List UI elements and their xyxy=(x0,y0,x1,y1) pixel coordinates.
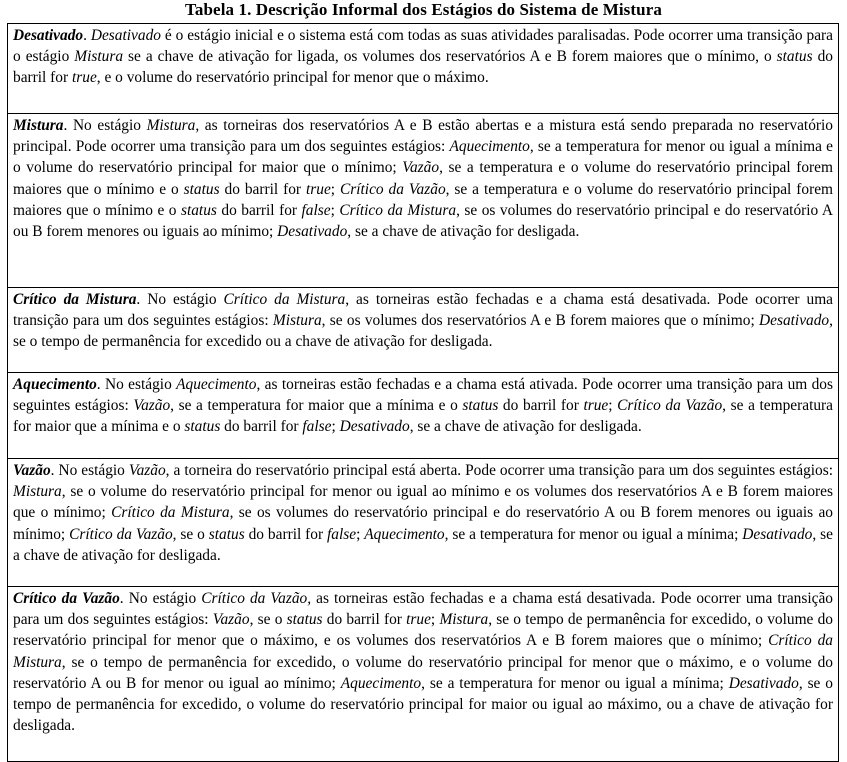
description-text: se a chave de ativação for ligada, os volumes dos reservatórios A e B forem maiores que o mínimo, o xyxy=(123,48,777,66)
description-text: ; xyxy=(608,397,618,415)
description-text: , se a temperatura for menor ou igual a mínima; xyxy=(421,674,729,692)
stage-title: Mistura xyxy=(13,117,64,134)
description-text: . No estágio xyxy=(96,376,177,393)
description-text: , se o xyxy=(172,525,209,543)
stage-description xyxy=(13,590,833,734)
description-text: , se os volumes dos reservatórios A e B forem maiores que o mínimo; xyxy=(321,312,760,330)
description-text: do barril for xyxy=(322,611,407,629)
italic-term: false xyxy=(302,418,332,436)
description-text: , se a temperatura for maior que a mínima e o xyxy=(13,397,834,436)
italic-term: Mistura xyxy=(13,483,62,501)
italic-term: Crítico da Vazão xyxy=(340,180,446,198)
stage-description xyxy=(13,462,833,564)
stage-title: Vazão xyxy=(13,462,51,479)
description-text: do barril for xyxy=(220,418,303,436)
description-text: , se a chave de ativação for desligada. xyxy=(409,418,642,436)
stage-description xyxy=(13,291,833,350)
description-text: , as torneiras estão fechadas e a chama está ativada. Pode ocorrer uma transição para um dos seguintes estágios: xyxy=(13,376,833,415)
description-text: , se a temperatura e o volume do reservatório principal forem maiores que o mínimo e o xyxy=(13,180,833,219)
description-text: , se os volumes do reservatório principal e do reservatório A ou B forem menores ou iguais ao mínimo; xyxy=(13,201,833,241)
italic-term: status xyxy=(184,418,221,436)
italic-term: Crítico da Mistura xyxy=(111,504,230,522)
description-text: , se o tempo de permanência for excedido, o volume do reservatório principal for menor que o máximo, e os volumes dos reservatórios A e B forem maiores que o mínimo; xyxy=(13,611,834,650)
description-text: ; xyxy=(331,418,340,436)
italic-term: Crítico da Mistura xyxy=(13,632,833,671)
italic-term: Mistura xyxy=(74,48,124,66)
italic-term: Vazão xyxy=(133,397,171,415)
italic-term: Aquecimento xyxy=(364,525,445,543)
italic-term: Vazão xyxy=(212,611,250,629)
stage-title: Aquecimento xyxy=(13,376,97,393)
description-text: . No estágio xyxy=(119,590,202,607)
table-caption: Tabela 1. Descrição Informal dos Estágios do Sistema de Mistura xyxy=(185,0,662,19)
description-text: . No estágio xyxy=(136,291,224,308)
italic-term: true xyxy=(71,69,97,87)
stage-row-aquecimento xyxy=(8,372,838,458)
description-text: , as torneiras estão fechadas e a chama está desativada. Pode ocorrer uma transição para um dos seguintes estágios: xyxy=(13,291,833,330)
description-text: as torneiras estão fechadas e a chama está desativada. Pode ocorrer uma transição para um dos seguintes estágios: xyxy=(13,590,833,629)
italic-term: true xyxy=(406,611,431,629)
stage-title: Crítico da Mistura xyxy=(13,291,137,308)
italic-term: Aquecimento xyxy=(176,376,257,393)
italic-term: Mistura xyxy=(439,611,489,629)
italic-term: false xyxy=(301,201,331,219)
italic-term: false xyxy=(327,525,357,543)
description-text: , se a temperatura e o volume do reservatório principal forem maiores que o mínimo e o xyxy=(13,159,833,198)
description-text: , se a temperatura for menor ou igual a mínima; xyxy=(444,525,743,543)
description-text: é o estágio inicial e o sistema está com todas as suas atividades paralisadas. Pode ocorrer uma transição para o estágio xyxy=(13,27,833,66)
description-text: , se o tempo de permanência for excedido, o volume do reservatório principal for maior ou igual ao máximo, ou a chave de ativação for desligada. xyxy=(13,674,833,735)
stage-title: Crítico da Vazão xyxy=(13,590,120,607)
description-text: , as torneiras dos reservatórios A e B estão abertas e a mistura está sendo preparada no reservatório principal. Pode ocorrer uma transição para um dos seguintes estágios: xyxy=(13,117,834,156)
italic-term: status xyxy=(180,201,217,219)
stage-row-critico-da-mistura xyxy=(8,287,838,372)
description-text: , se a chave de ativação for desligada. xyxy=(347,223,580,241)
italic-term: Crítico da Mistura xyxy=(339,201,457,219)
italic-term: Aquecimento xyxy=(449,138,530,156)
description-text: , se o tempo de permanência for excedido ou a chave de ativação for desligada. xyxy=(13,312,833,351)
description-text: , e o volume do reservatório principal for menor que o máximo. xyxy=(96,69,489,87)
description-text: , se a temperatura for menor ou igual a mínima e o volume do reservatório principal for maior que o mínimo; xyxy=(13,138,833,177)
stage-row-vazao xyxy=(8,458,838,586)
description-text: do barril for xyxy=(13,48,833,87)
italic-term: Mistura xyxy=(146,117,196,134)
italic-term: status xyxy=(208,525,245,543)
description-text: ; xyxy=(356,525,365,543)
description-text: do barril for xyxy=(219,180,306,198)
italic-term: Aquecimento xyxy=(340,674,422,692)
italic-term: Desativado xyxy=(277,223,348,241)
description-text: , se a chave de ativação for desligada. xyxy=(13,525,833,564)
italic-term: Desativado xyxy=(742,525,813,543)
italic-term: Desativado xyxy=(90,27,161,44)
description-text: , a torneira do reservatório principal está aberta. Pode ocorrer uma transição para um dos seguintes estágios: xyxy=(165,462,834,479)
italic-term: status xyxy=(183,180,220,198)
description-text: , se o volume do reservatório principal for menor ou igual ao mínimo e os volumes dos reservatórios A e B forem maiores que o mínimo; xyxy=(13,483,833,522)
italic-term: Vazão xyxy=(128,462,166,479)
description-text: , se o xyxy=(249,611,287,629)
italic-term: status xyxy=(776,48,813,66)
description-text: ; xyxy=(430,611,440,629)
description-text: , se a temperatura for maior que a mínima e o xyxy=(170,397,463,415)
italic-term: Desativado xyxy=(339,418,410,436)
italic-term: Crítico da Mistura xyxy=(223,291,346,308)
description-text: ; xyxy=(330,201,340,219)
stage-description xyxy=(13,117,833,240)
italic-term: Crítico da Vazão, xyxy=(201,590,312,607)
description-text: . xyxy=(83,27,91,44)
description-text: . No estágio xyxy=(63,117,147,134)
italic-term: status xyxy=(286,611,323,629)
italic-term: Crítico da Vazão xyxy=(69,525,173,543)
italic-term: Desativado xyxy=(728,674,799,692)
description-text: , se o tempo de permanência for excedido, o volume do reservatório principal for menor que o máximo, e o volume do reservatório A ou B for menor ou igual ao mínimo; xyxy=(13,653,833,692)
italic-term: status xyxy=(462,397,499,415)
italic-term: Mistura xyxy=(272,312,322,330)
italic-term: Desativado xyxy=(759,312,830,330)
stages-table xyxy=(7,23,839,762)
italic-term: Crítico da Vazão xyxy=(617,397,723,415)
description-text: do barril for xyxy=(216,201,302,219)
description-text: . No estágio xyxy=(50,462,129,479)
stage-title: Desativado xyxy=(13,27,84,44)
stage-description xyxy=(13,376,833,435)
stage-description xyxy=(13,27,833,86)
stage-row-critico-da-vazao xyxy=(8,586,838,761)
description-text: , se os volumes do reservatório principal e do reservatório A ou B forem menores ou iguais ao mínimo; xyxy=(13,504,834,543)
italic-term: true xyxy=(583,397,609,415)
stage-row-desativado xyxy=(8,24,838,113)
description-text: ; xyxy=(330,180,340,198)
stage-row-mistura xyxy=(8,113,838,287)
italic-term: Vazão xyxy=(402,159,440,177)
description-text: do barril for xyxy=(498,397,584,415)
description-text: do barril for xyxy=(244,525,328,543)
italic-term: true xyxy=(305,180,331,198)
